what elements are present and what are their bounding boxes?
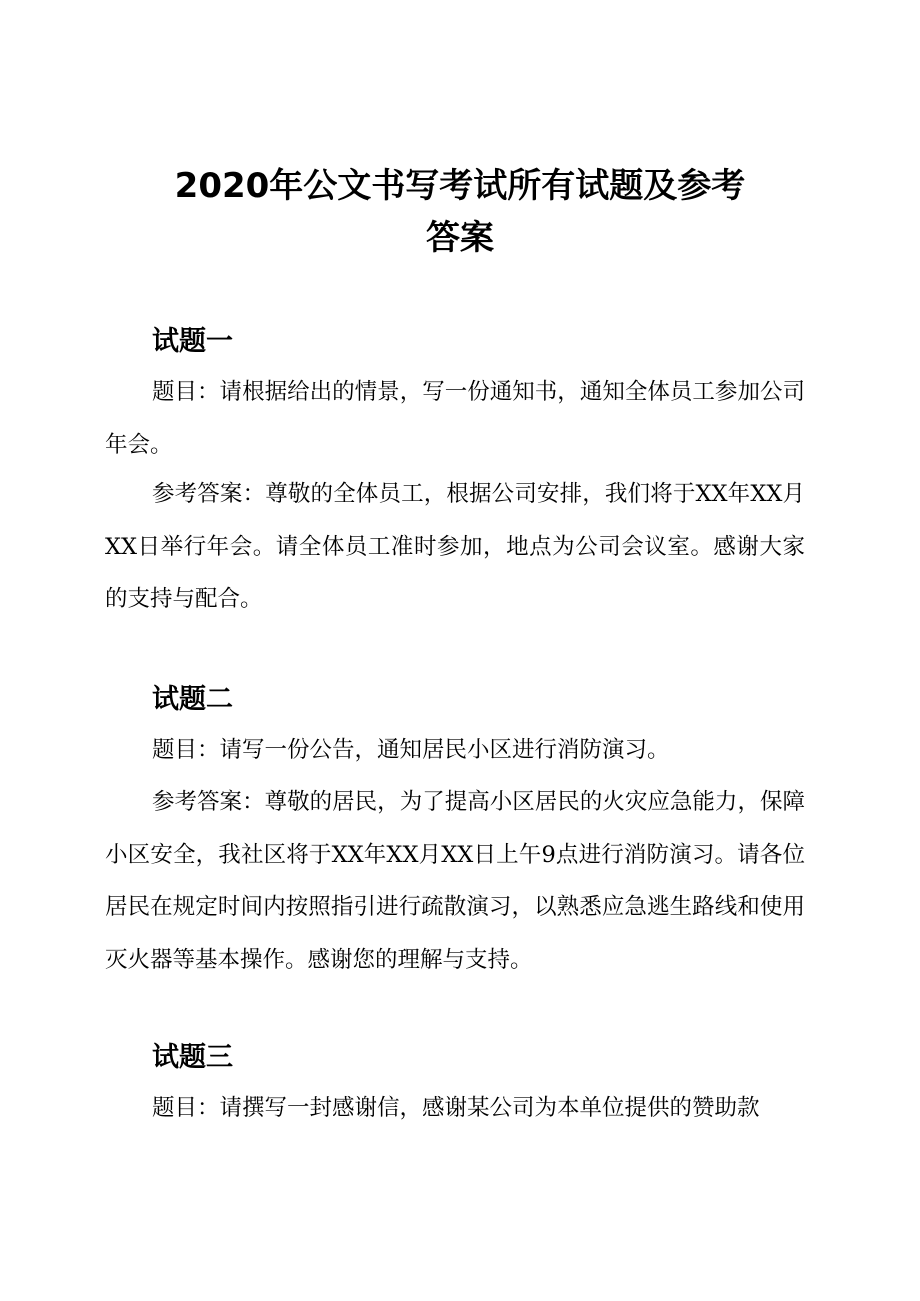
document-title: 2020年公文书写考试所有试题及参考答案: [174, 166, 746, 258]
section-3-question: 题目：请撰写一封感谢信，感谢某公司为本单位提供的赞助款: [152, 1095, 760, 1121]
section-2-answer: 参考答案：尊敬的居民，为了提高小区居民的火灾应急能力，保障小区安全，我社区将于XX年XX月XX日上午9点进行消防演习。请各位居民在规定时间内按照指引进行疏散演习，以熟悉应急逃生路线和使用灭火器等基本操作。感谢您的理解与支持。: [105, 789, 805, 973]
section-3-heading: 试题三: [152, 1042, 233, 1073]
section-1-question: 题目：请根据给出的情景，写一份通知书，通知全体员工参加公司年会。: [105, 379, 805, 458]
section-2-heading: 试题二: [152, 684, 233, 715]
section-1-answer: 参考答案：尊敬的全体员工，根据公司安排，我们将于XX年XX月XX日举行年会。请全体员工准时参加，地点为公司会议室。感谢大家的支持与配合。: [105, 481, 805, 612]
section-1-heading: 试题一: [152, 326, 233, 357]
section-2-question: 题目：请写一份公告，通知居民小区进行消防演习。: [152, 737, 670, 763]
